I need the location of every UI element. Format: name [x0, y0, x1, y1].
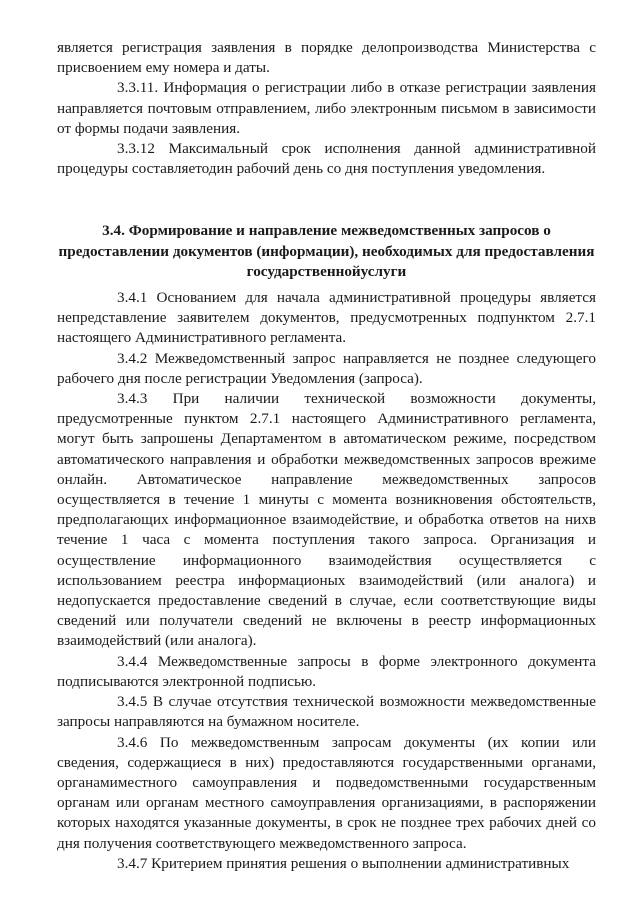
paragraph-3-4-6: 3.4.6 По межведомственным запросам документы (их копии или сведения, содержащиеся в них) предоставляются государственными органами, органамиместного самоуправления и подведомственными государственным органам или органам местного самоуправления организациями, в распоряжении которых находятся указанные документы, в срок не позднее трех рабочих дней со дня получения соответствующего межведомственного запроса. — [57, 733, 596, 852]
document-body — [57, 38, 596, 874]
paragraph-3-4-1: 3.4.1 Основанием для начала административной процедуры является непредставление заявителем документов, предусмотренных подпунктом 2.7.1 настоящего Административного регламента. — [57, 289, 596, 347]
paragraph-3-4-2: 3.4.2 Межведомственный запрос направляется не позднее следующего рабочего дня после регистрации Уведомления (запроса). — [57, 349, 596, 387]
section-heading: 3.4. Формирование и направление межведомственных запросов о предоставлении документов (информации), необходимых для предоставления государственнойуслуги — [58, 222, 595, 280]
paragraph-3-4-3: 3.4.3 При наличии технической возможности документы, предусмотренные пунктом 2.7.1 настоящего Административного регламента, могут быть запрошены Департаментом в автоматическом режиме, посредством автоматического направления и обработки межведомственных запросов врежиме онлайн. Автоматическое направление межведомственных запросов осуществляется в течение 1 минуты с момента возникновения обстоятельств, предполагающих информационное взаимодействие, и обработка ответов на нихв течение 1 часа с момента поступления такого запроса. Организация и осуществление информационного взаимодействия осуществляется с использованием реестра информационых взаимодействий (или аналога) и недопускается предоставление сведений в случае, если соответствующие виды сведений или получатели сведений не включены в реестр информационных взаимодействий (или аналога). — [57, 390, 596, 650]
paragraph-3-3-12: 3.3.12 Максимальный срок исполнения данной административной процедуры составляетодин рабочий день со дня поступления уведомления. — [57, 140, 596, 178]
section-spacer — [57, 179, 596, 221]
paragraph-3-4-7: 3.4.7 Критерием принятия решения о выполнении административных — [117, 854, 570, 872]
paragraph-3-4-4: 3.4.4 Межведомственные запросы в форме электронного документа подписываются электронной подписью. — [57, 652, 596, 690]
paragraph-3-4-5: 3.4.5 В случае отсутствия технической возможности межведомственные запросы направляются на бумажном носителе. — [57, 693, 596, 731]
paragraph-continuation: является регистрация заявления в порядке делопроизводства Министерства с присвоением ему номера и даты. — [57, 39, 596, 77]
paragraph-3-3-11: 3.3.11. Информация о регистрации либо в отказе регистрации заявления направляется почтовым отправлением, либо электронным письмом в зависимости от формы подачи заявления. — [57, 79, 596, 137]
